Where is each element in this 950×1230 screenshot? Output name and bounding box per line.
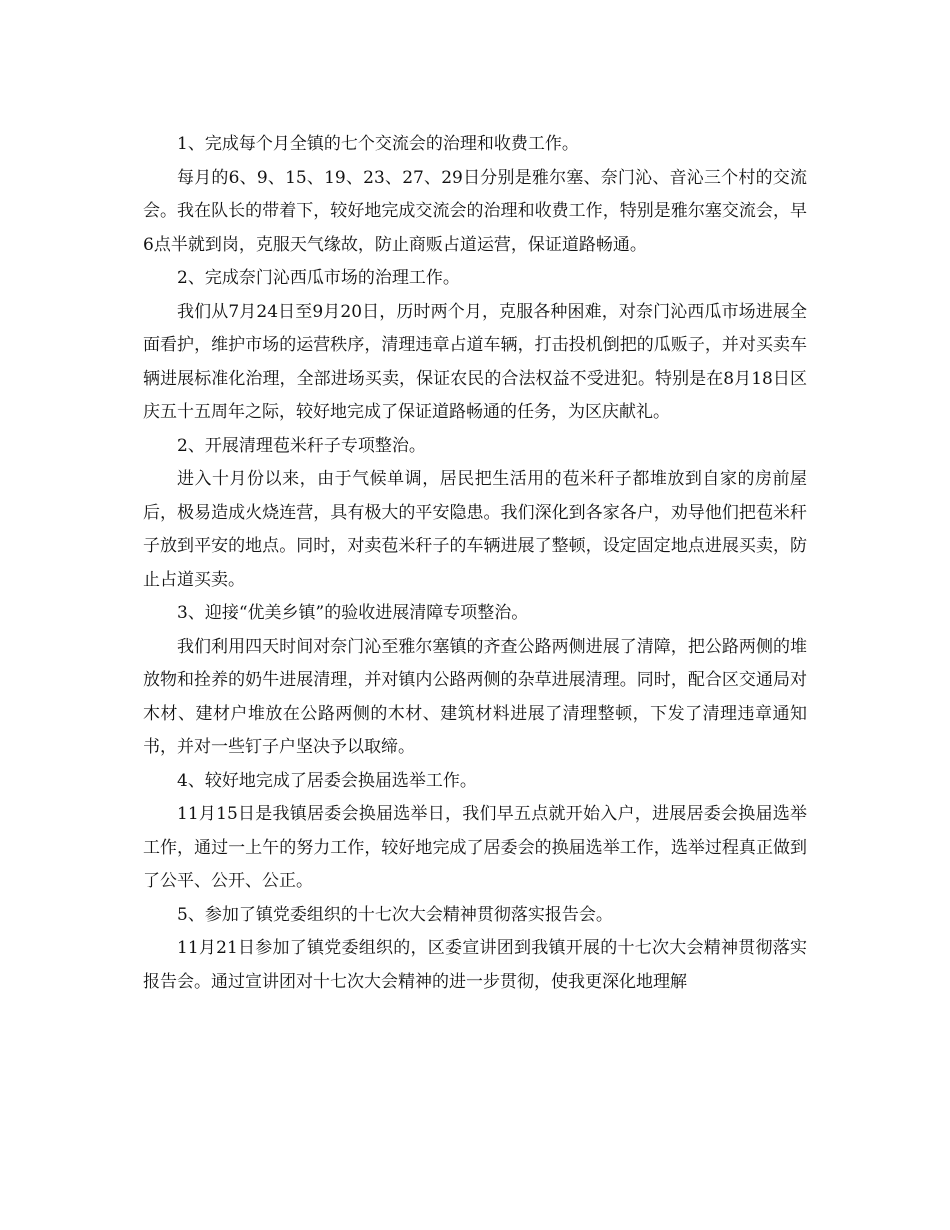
paragraph-heading-4: 4、较好地完成了居委会换届选举工作。 [177, 770, 477, 791]
paragraph-heading-2: 2、完成奈门沁西瓜市场的治理工作。 [177, 268, 460, 288]
paragraph-body: 11月15日是我镇居委会换届选举日，我们早五点就开始入户，进展居委会换届选举工作，通过一上午的努力工作，较好地完成了居委会的换届选举工作，选举过程真正做到了公平、公开、公正。 [143, 804, 807, 891]
document-body [143, 128, 807, 999]
paragraph-body: 每月的6、9、15、19、23、27、29日分别是雅尔塞、奈门沁、音沁三个村的交流会。我在队长的带着下，较好地完成交流会的治理和收费工作，特别是雅尔塞交流会，早6点半就到岗，克服天气缘故，防止商贩占道运营，保证道路畅通。 [143, 167, 807, 255]
paragraph-body: 我们利用四天时间对奈门沁至雅尔塞镇的齐查公路两侧进展了清障，把公路两侧的堆放物和拴养的奶牛进展清理，并对镇内公路两侧的杂草进展清理。同时，配合区交通局对木材、建材户堆放在公路两侧的木材、建筑材料进展了清理整顿，下发了清理违章通知书，并对一些钉子户坚决予以取缔。 [143, 636, 807, 757]
paragraph-body: 进入十月份以来，由于气候单调，居民把生活用的苞米秆子都堆放到自家的房前屋后，极易造成火烧连营，具有极大的平安隐患。我们深化到各家各户，劝导他们把苞米秆子放到平安的地点。同时，对卖苞米秆子的车辆进展了整顿，设定固定地点进展买卖，防止占道买卖。 [143, 469, 807, 590]
paragraph-heading-1: 1、完成每个月全镇的七个交流会的治理和收费工作。 [177, 134, 579, 154]
paragraph-heading-3: 3、迎接“优美乡镇”的验收进展清障专项整治。 [177, 603, 529, 623]
paragraph-body: 11月21日参加了镇党委组织的，区委宣讲团到我镇开展的十七次大会精神贯彻落实报告会。通过宣讲团对十七次大会精神的进一步贯彻，使我更深化地理解 [143, 938, 807, 992]
paragraph-body: 我们从7月24日至9月20日，历时两个月，克服各种困难，对奈门沁西瓜市场进展全面看护，维护市场的运营秩序，清理违章占道车辆，打击投机倒把的瓜贩子，并对买卖车辆进展标准化治理，全部进场买卖，保证农民的合法权益不受进犯。特别是在8月18日区庆五十五周年之际，较好地完成了保证道路畅通的任务，为区庆献礼。 [143, 301, 807, 422]
paragraph-heading-5: 5、参加了镇党委组织的十七次大会精神贯彻落实报告会。 [177, 904, 613, 925]
paragraph-heading-2b: 2、开展清理苞米秆子专项整治。 [177, 435, 426, 456]
